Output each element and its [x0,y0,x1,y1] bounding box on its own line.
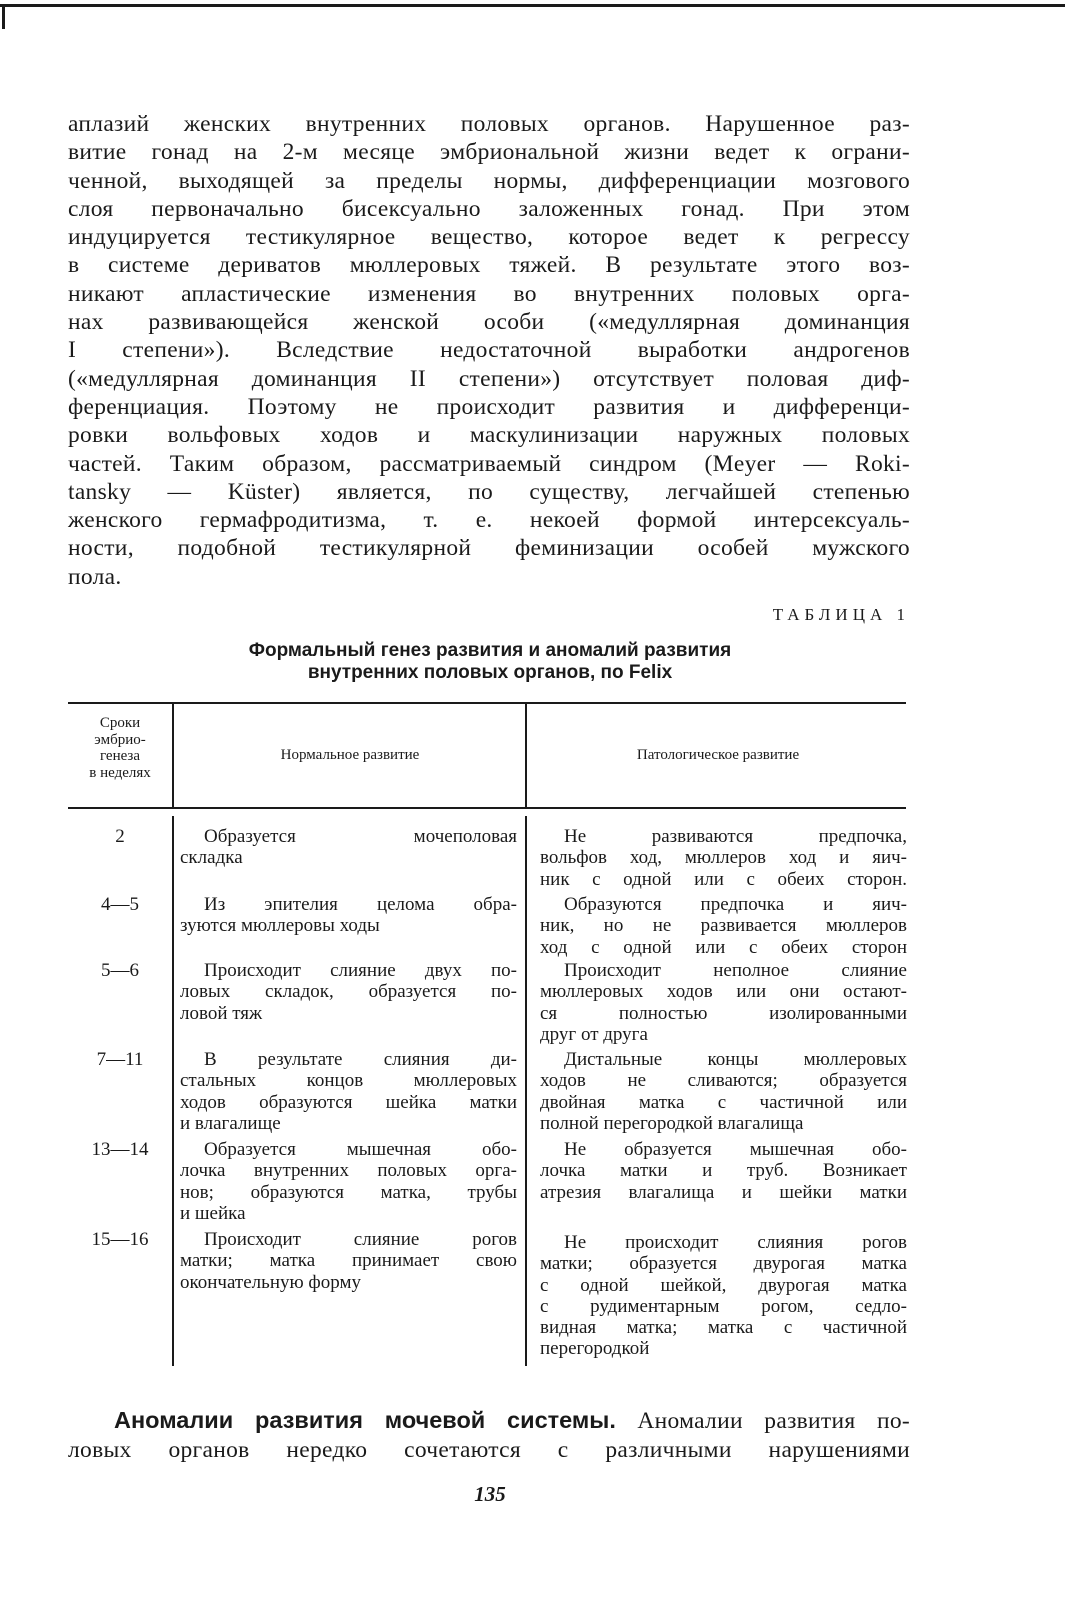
cell-line: складка [180,847,243,869]
header-divider-right [525,704,527,807]
cell-line: лочка внутренних половых орга- [180,1160,517,1182]
table-caption [150,640,830,684]
header-weeks-line: в неделях [89,764,151,781]
cell-line: лочка матки и труб. Возникает [540,1160,907,1182]
row-normal [180,1049,517,1134]
row-pathological [540,894,907,958]
cell-line: видная матка; матка с частичной [540,1317,907,1339]
intro-line: I степени»). Вследствие недостаточной выработки андрогенов [68,337,910,364]
table-top-rule [68,702,906,704]
cell-line: вольфов ход, мюллеров ход и яич- [540,847,907,869]
anomaly-line: ловых органов нередко сочетаются с различными нарушениями [68,1436,910,1463]
cell-line: ходов не сливаются; образуется [540,1070,907,1092]
intro-line: пола. [68,563,122,590]
cell-line: Происходит неполное слияние [564,960,907,981]
header-weeks [70,715,170,781]
row-normal [180,894,517,937]
cell-line: двойная матка с частичной или [540,1091,907,1113]
row-normal [180,826,517,869]
table-label: ТАБЛИЦА 1 [772,605,910,624]
header-divider-left [172,704,174,807]
row-pathological [540,826,907,890]
cell-line: и влагалище [180,1112,281,1134]
intro-line: частей. Таким образом, рассматриваемый синдром (Meyer — Roki- [68,450,910,477]
cell-line: ник с одной или с обеих сторон. [540,868,907,890]
intro-line: никают апластические изменения во внутренних половых орга- [68,280,910,307]
cell-line: полной перегородкой влагалища [540,1112,804,1134]
header-pathological: Патологическое развитие [636,747,800,763]
cell-line: Образуются предпочка и яич- [564,894,907,915]
cell-line: Происходит слияние двух по- [204,960,517,981]
row-pathological [540,960,907,1045]
cell-line: ход с одной или с обеих сторон [540,936,907,958]
intro-line: витие гонад на 2-м месяце эмбриональной жизни ведет к ограни- [68,139,910,166]
cell-line: ходов образуются шейка матки [180,1091,517,1113]
intro-line: ференциация. Поэтому не происходит развития и дифференци- [68,393,910,420]
header-weeks-line: эмбрио- [94,731,146,748]
intro-line: ченной, выходящей за пределы нормы, дифференциации мозгового [68,167,910,194]
cell-line: с одной шейкой, двурогая матка [540,1274,907,1296]
body-divider-right [525,816,527,1366]
row-weeks: 4—5 [101,894,139,915]
cell-line: мюллеровых ходов или они остают- [540,981,907,1003]
intro-paragraph [68,110,910,591]
row-weeks: 13—14 [91,1139,149,1160]
row-weeks: 2 [115,826,125,847]
intro-line: ровки вольфовых ходов и маскулинизации наружных половых [68,422,910,449]
cell-line: с рудиментарным рогом, седло- [540,1295,907,1317]
row-pathological [540,1232,907,1360]
intro-line: tansky — Küster) является, по существу, легчайшей степенью [68,478,910,505]
table-caption-line: внутренних половых органов, по Felix [307,662,673,683]
body-divider-left [172,816,174,1366]
cell-line: перегородкой [540,1338,650,1360]
cell-line: зуются мюллеровы ходы [180,915,380,937]
cell-line: ловой тяж [180,1002,263,1024]
anomaly-line-rest: Аномалии развития по- [637,1408,910,1434]
intro-line: аплазий женских внутренних половых органов. Нарушенное раз- [68,111,910,137]
row-weeks: 5—6 [101,960,139,981]
cell-line: Не происходит слияния рогов [564,1232,907,1253]
cell-line: ся полностью изолированными [540,1002,907,1024]
cell-line: Не развиваются предпочка, [564,826,907,847]
cell-line: ловых складок, образуется по- [180,981,517,1003]
cell-line: матки; образуется двурогая матка [540,1253,907,1275]
cell-line: стальных концов мюллеровых [180,1070,517,1092]
intro-line: индуцируется тестикулярное вещество, которое ведет к регрессу [68,224,910,251]
row-pathological [540,1139,907,1203]
table-header-rule [68,807,906,809]
row-weeks: 7—11 [96,1049,144,1070]
anomaly-first-line [68,1406,910,1436]
cell-line: друг от друга [540,1023,648,1045]
intro-line: женского гермафродитизма, т. е. некоей формой интерсексуаль- [68,507,910,534]
cell-line: Происходит слияние рогов [204,1229,517,1250]
anomaly-paragraph [68,1406,910,1464]
intro-line: слоя первоначально бисексуально заложенных гонад. При этом [68,195,910,222]
row-pathological [540,1049,907,1134]
header-weeks-line: Сроки [99,715,141,731]
cell-line: Из эпителия целома обра- [204,894,517,915]
cell-line: В результате слияния ди- [204,1049,517,1070]
header-weeks-line: генеза [99,748,141,764]
cell-line: Образуется мочеполовая [204,826,517,847]
cell-line: нов; образуются матка, трубы [180,1181,517,1203]
table-caption-line: Формальный генез развития и аномалий развития [248,640,732,661]
cell-line: и шейка [180,1202,246,1224]
intro-line: («медуллярная доминанция II степени») отсутствует половая диф- [68,365,910,392]
top-border-rule [0,4,1065,7]
intro-line: ности, подобной тестикулярной феминизации особей мужского [68,535,910,562]
section-heading: Аномалии развития мочевой системы. [114,1407,616,1433]
page-number: 135 [474,1482,506,1506]
cell-line: окончательную форму [180,1271,361,1293]
row-normal [180,1139,517,1224]
row-normal [180,960,517,1024]
intro-line: в системе дериватов мюллеровых тяжей. В результате этого воз- [68,252,910,279]
cell-line: ник, но не развивается мюллеров [540,915,907,937]
intro-line: нах развивающейся женской особи («медуллярная доминанция [68,309,910,336]
cell-line: атрезия влагалища и шейки матки [540,1181,907,1203]
cell-line: матки; матка принимает свою [180,1250,517,1272]
cell-line: Образуется мышечная обо- [204,1139,517,1160]
cell-line: Дистальные концы мюллеровых [564,1049,907,1070]
row-normal [180,1229,517,1293]
top-border-tick [2,7,5,29]
header-normal: Нормальное развитие [280,747,420,763]
row-weeks: 15—16 [91,1229,149,1250]
cell-line: Не образуется мышечная обо- [564,1139,907,1160]
